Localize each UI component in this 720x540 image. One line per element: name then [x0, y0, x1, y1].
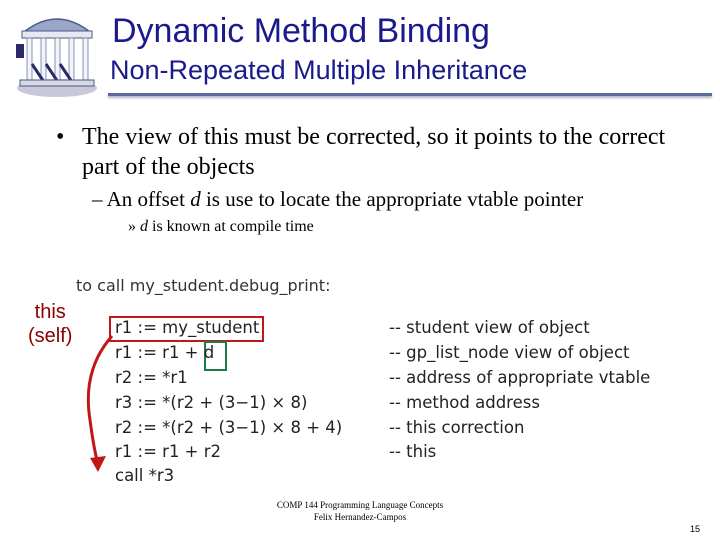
code-line-4: r3 := *(r2 + (3−1) × 8) [115, 393, 308, 412]
code-line-5: r2 := *(r2 + (3−1) × 8 + 4) [115, 418, 343, 437]
footer-course: COMP 144 Programming Language Concepts [276, 500, 444, 510]
self-label-line1: this [34, 301, 66, 323]
sub-bullet [92, 187, 583, 212]
footer-author: Felix Hernandez-Campos [313, 512, 407, 522]
code-comment-6: -- this [389, 442, 437, 461]
sub-sub-prefix: » [128, 218, 140, 235]
footer [200, 499, 520, 523]
slide-subtitle: Non-Repeated Multiple Inheritance [110, 55, 528, 85]
sub-sub-bullet [128, 218, 314, 236]
sub-bullet-prefix: – An offset [92, 187, 191, 211]
code-comment-4: -- method address [389, 393, 540, 412]
code-comment-5: -- this correction [389, 418, 525, 437]
code-line-6: r1 := r1 + r2 [115, 442, 222, 461]
code-comment-2: -- gp_list_node view of object [389, 343, 630, 362]
title-divider [108, 93, 712, 96]
bullet-icon: • [56, 124, 65, 150]
code-line-7: call *r3 [115, 466, 175, 485]
code-comment-3: -- address of appropriate vtable [389, 368, 651, 387]
self-label [28, 300, 72, 348]
sub-sub-var: d [140, 218, 148, 235]
code-line-1: r1 := my_student [115, 318, 260, 337]
bullet-text: The view of this must be corrected, so it points to the correct part of the objects [82, 124, 666, 180]
sub-bullet-suffix: is use to locate the appropriate vtable pointer [200, 187, 584, 211]
old-well-icon [14, 4, 100, 100]
self-label-line2: (self) [28, 325, 73, 347]
page-number: 15 [690, 524, 701, 534]
code-line-2: r1 := r1 + d [115, 343, 215, 362]
sub-bullet-var: d [190, 187, 201, 211]
code-comment-1: -- student view of object [389, 318, 590, 337]
slide-title: Dynamic Method Binding [112, 12, 490, 50]
sub-sub-suffix: is known at compile time [148, 218, 314, 235]
code-line-3: r2 := *r1 [115, 368, 188, 387]
code-intro: to call my_student.debug_print: [76, 276, 331, 295]
